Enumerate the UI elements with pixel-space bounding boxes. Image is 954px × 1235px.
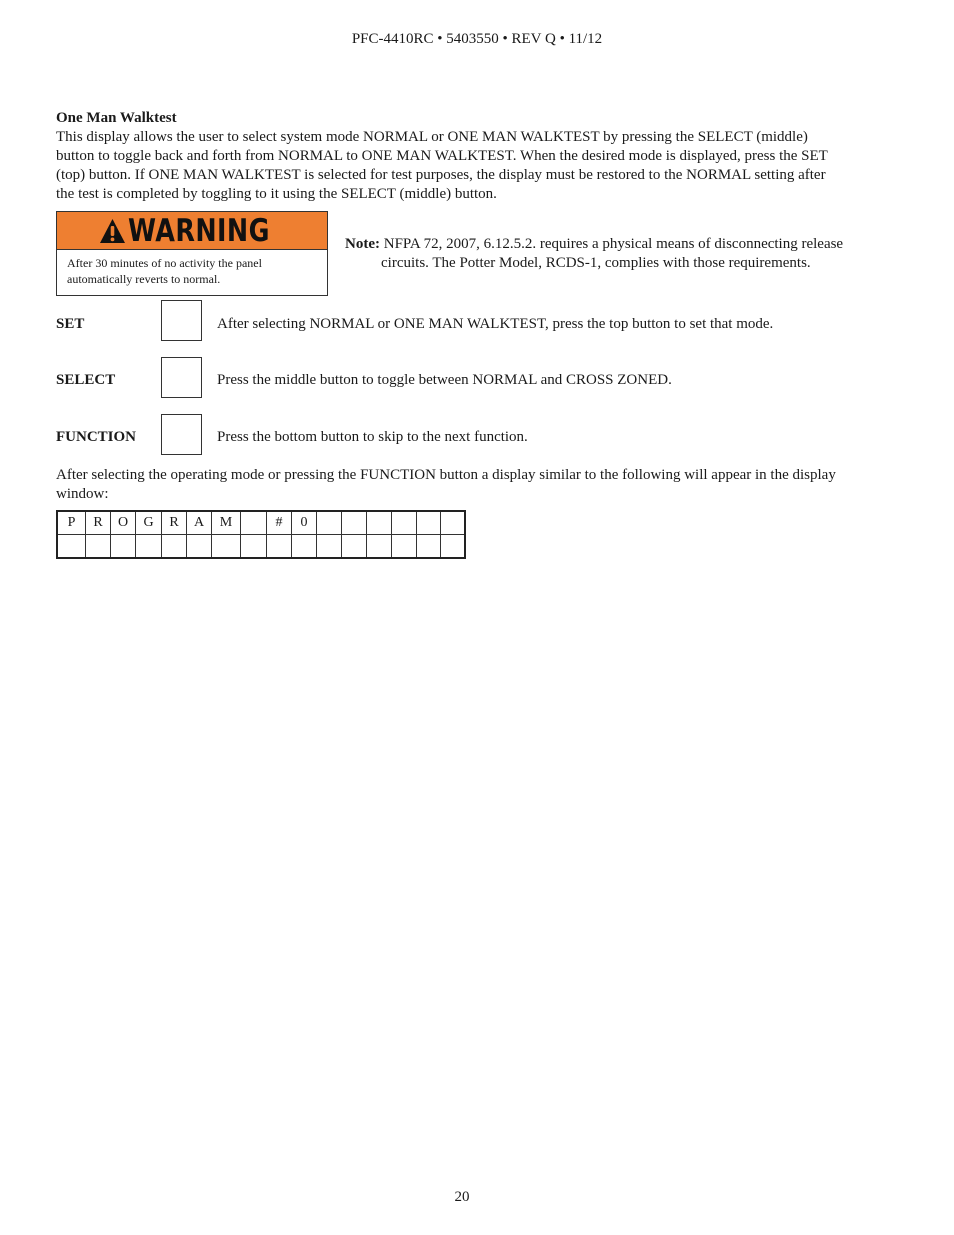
warning-text — [57, 250, 327, 287]
select-description: Press the middle button to toggle between NORMAL and CROSS ZONED. — [217, 372, 672, 388]
lcd-cell: A — [187, 511, 212, 535]
note-line-2: circuits. The Potter Model, RCDS-1, complies with those requirements. — [381, 255, 811, 271]
lcd-cell — [241, 535, 267, 559]
after-paragraph — [56, 466, 886, 504]
note-label: Note: — [345, 236, 380, 252]
lcd-cell — [441, 535, 466, 559]
intro-paragraph — [56, 128, 886, 204]
lcd-cell — [267, 535, 292, 559]
intro-line: the test is completed by toggling to it using the SELECT (middle) button. — [56, 186, 497, 202]
warning-text-line: After 30 minutes of no activity the panel — [67, 256, 262, 270]
lcd-cell — [367, 511, 392, 535]
function-button[interactable] — [161, 414, 202, 455]
lcd-cell — [392, 511, 417, 535]
lcd-cell — [342, 511, 367, 535]
lcd-cell — [57, 535, 86, 559]
warning-triangle-icon — [99, 218, 126, 244]
lcd-row-1 — [57, 511, 465, 535]
after-line: window: — [56, 486, 109, 502]
lcd-cell — [367, 535, 392, 559]
lcd-cell — [417, 511, 441, 535]
warning-word: WARNING — [128, 212, 270, 249]
warning-text-line: automatically reverts to normal. — [67, 272, 221, 286]
note-text: NFPA 72, 2007, 6.12.5.2. requires a physical means of disconnecting release — [379, 236, 844, 252]
function-description: Press the bottom button to skip to the next function. — [217, 429, 528, 445]
warning-banner — [57, 212, 327, 250]
lcd-cell — [392, 535, 417, 559]
lcd-cell — [317, 511, 342, 535]
lcd-cell: P — [57, 511, 86, 535]
lcd-cell: O — [111, 511, 136, 535]
lcd-cell: R — [162, 511, 187, 535]
lcd-cell — [162, 535, 187, 559]
lcd-display — [56, 510, 466, 559]
page-header: PFC-4410RC • 5403550 • REV Q • 11/12 — [351, 31, 603, 47]
lcd-cell — [86, 535, 111, 559]
select-button[interactable] — [161, 357, 202, 398]
lcd-cell — [417, 535, 441, 559]
lcd-cell — [342, 535, 367, 559]
section-title: One Man Walktest — [56, 110, 177, 126]
page-number: 20 — [454, 1189, 470, 1205]
lcd-cell — [111, 535, 136, 559]
after-line: After selecting the operating mode or pressing the FUNCTION button a display similar to the following will appear in the display — [56, 467, 836, 483]
lcd-cell — [136, 535, 162, 559]
lcd-row-2 — [57, 535, 465, 559]
intro-line: button to toggle back and forth from NORMAL to ONE MAN WALKTEST. When the desired mode is displayed, press the SET — [56, 148, 828, 164]
lcd-cell: 0 — [292, 511, 317, 535]
set-label: SET — [56, 316, 85, 332]
intro-line: This display allows the user to select system mode NORMAL or ONE MAN WALKTEST by pressing the SELECT (middle) — [56, 129, 808, 145]
intro-line: (top) button. If ONE MAN WALKTEST is selected for test purposes, the display must be restored to the NORMAL setting after — [56, 167, 826, 183]
lcd-cell: R — [86, 511, 111, 535]
lcd-cell: M — [212, 511, 241, 535]
lcd-cell — [241, 511, 267, 535]
note — [345, 235, 885, 273]
lcd-cell — [212, 535, 241, 559]
lcd-cell — [292, 535, 317, 559]
warning-box — [56, 211, 328, 296]
lcd-cell — [317, 535, 342, 559]
function-label: FUNCTION — [56, 429, 137, 445]
set-button[interactable] — [161, 300, 202, 341]
lcd-cell: G — [136, 511, 162, 535]
note-line-1 — [345, 235, 885, 254]
lcd-cell — [187, 535, 212, 559]
set-description: After selecting NORMAL or ONE MAN WALKTEST, press the top button to set that mode. — [217, 316, 774, 332]
select-label: SELECT — [56, 372, 116, 388]
lcd-cell: # — [267, 511, 292, 535]
lcd-cell — [441, 511, 466, 535]
